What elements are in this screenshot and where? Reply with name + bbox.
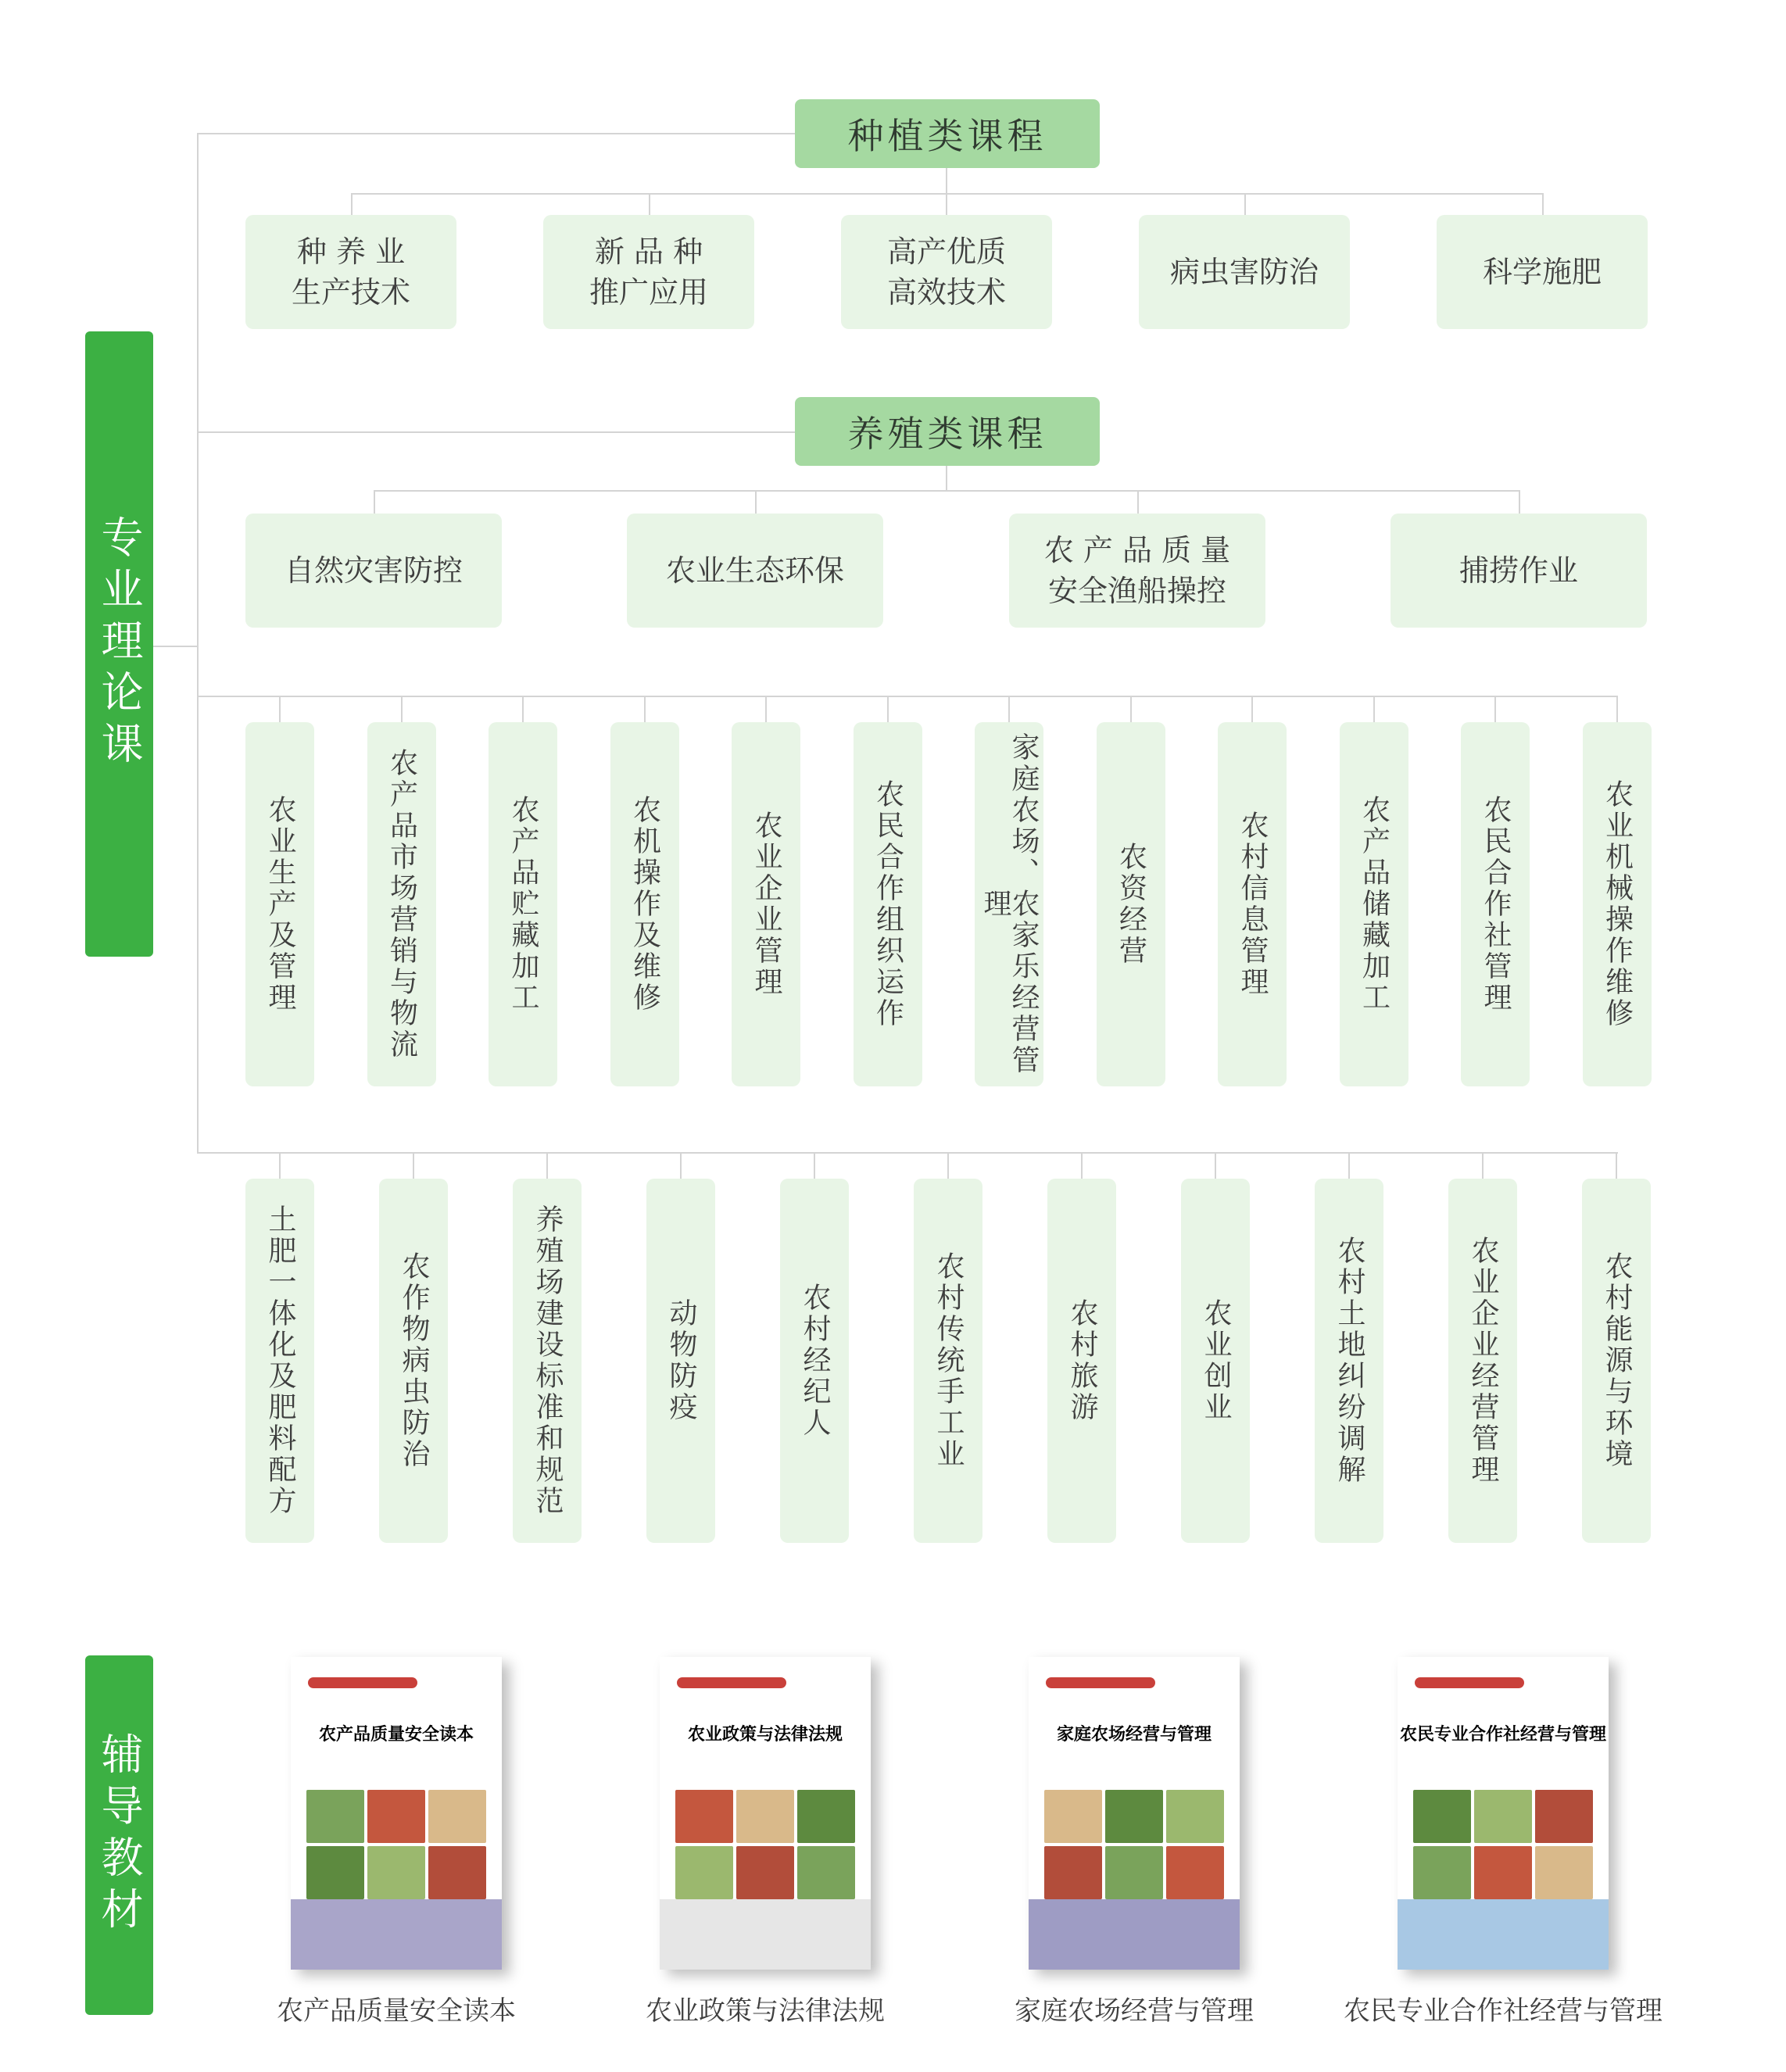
connector-stem (814, 1152, 815, 1179)
connector-planting-bar (351, 193, 1544, 195)
connector-stem (1081, 1152, 1083, 1179)
vertical-course-label: 农村经纪人 (799, 1283, 831, 1439)
vertical-course-label: 农村旅游 (1066, 1298, 1098, 1423)
vertical-course-item (1181, 1179, 1250, 1543)
vertical-course-item (1047, 1179, 1116, 1543)
cover-photo (428, 1790, 486, 1843)
planting-item: 病虫害防治 (1139, 215, 1350, 329)
connector-row2 (197, 1152, 1618, 1154)
cover-photo (736, 1790, 794, 1843)
vertical-course-item (513, 1179, 582, 1543)
vertical-course-item (1461, 722, 1530, 1086)
breeding-section-title: 养殖类课程 (795, 397, 1100, 466)
connector-main (153, 646, 197, 647)
vertical-course-label: 家庭农场、农家乐经营管理 (979, 732, 1040, 1076)
connector-planting-stem (946, 167, 947, 194)
connector-stem (1348, 1152, 1350, 1179)
vertical-course-item (379, 1179, 448, 1543)
book-cover[interactable] (660, 1657, 871, 1970)
cover-bottom-band (1398, 1899, 1609, 1970)
connector-stem (887, 696, 889, 722)
cover-photo (1474, 1790, 1532, 1843)
cover-photos (675, 1790, 855, 1899)
cover-photo (675, 1790, 733, 1843)
planting-item: 科学施肥 (1437, 215, 1648, 329)
vertical-course-item (1448, 1179, 1517, 1543)
vertical-course-item (914, 1179, 982, 1543)
vertical-course-item (975, 722, 1043, 1086)
connector-planting (197, 133, 796, 134)
connector-breeding-drop (755, 490, 757, 514)
vertical-course-item (245, 1179, 314, 1543)
vertical-course-item (732, 722, 800, 1086)
planting-item: 新 品 种 推广应用 (543, 215, 754, 329)
vertical-course-item (367, 722, 436, 1086)
vertical-course-label: 农村信息管理 (1237, 811, 1269, 998)
cover-photo (1166, 1846, 1224, 1899)
connector-breeding-stem (946, 466, 947, 491)
vertical-course-item (1582, 1179, 1651, 1543)
connector-stem (765, 696, 767, 722)
vertical-course-label: 农业企业管理 (750, 811, 782, 998)
book-cover-title: 农产品质量安全读本 (318, 1724, 474, 1745)
vertical-course-label: 农业创业 (1200, 1298, 1232, 1423)
connector-breeding-bar (374, 490, 1519, 492)
connector-planting-drop (1244, 193, 1246, 215)
connector-trunk (197, 133, 199, 1154)
cover-photo (736, 1846, 794, 1899)
vertical-course-label: 农村传统手工业 (932, 1251, 965, 1470)
planting-section-title: 种植类课程 (795, 99, 1100, 168)
cover-photo (428, 1846, 486, 1899)
book-cover[interactable] (1398, 1657, 1609, 1970)
materials-label-text: 辅导教材 (95, 1732, 144, 1938)
cover-bottom-band (291, 1899, 502, 1970)
vertical-course-item (489, 722, 557, 1086)
vertical-course-item (1218, 722, 1287, 1086)
connector-stem (1494, 696, 1496, 722)
cover-photo (797, 1846, 855, 1899)
vertical-course-item (646, 1179, 715, 1543)
vertical-course-label: 农业机械操作维修 (1601, 779, 1634, 1029)
cover-photo (1044, 1846, 1102, 1899)
publisher-logo-icon (1046, 1677, 1155, 1688)
vertical-course-label: 农村土地纠纷调解 (1333, 1236, 1365, 1486)
vertical-course-label: 养殖场建设标准和规范 (532, 1204, 564, 1517)
vertical-course-label: 土肥一体化及肥料配方 (264, 1204, 296, 1517)
connector-stem (1008, 696, 1010, 722)
book-cover-title: 家庭农场经营与管理 (1056, 1724, 1212, 1745)
breeding-item: 农 产 品 质 量 安全渔船操控 (1009, 514, 1265, 628)
connector-stem (401, 696, 403, 722)
connector-breeding-drop (374, 490, 375, 514)
vertical-course-item (1315, 1179, 1383, 1543)
connector-breeding-drop (1519, 490, 1520, 514)
connector-planting-drop (351, 193, 353, 215)
connector-planting-drop (649, 193, 650, 215)
cover-photo (367, 1846, 425, 1899)
vertical-course-label: 农业企业经营管理 (1467, 1236, 1499, 1486)
vertical-course-item (780, 1179, 849, 1543)
cover-photo (1474, 1846, 1532, 1899)
connector-stem (413, 1152, 414, 1179)
vertical-course-label: 农产品储藏加工 (1358, 795, 1391, 1014)
book-caption: 农民专业合作社经营与管理 (1344, 1995, 1663, 2027)
cover-photo (1535, 1790, 1593, 1843)
connector-breeding-drop (1137, 490, 1139, 514)
cover-photo (1535, 1846, 1593, 1899)
cover-photo (1105, 1846, 1163, 1899)
connector-stem (1373, 696, 1375, 722)
breeding-item: 农业生态环保 (627, 514, 883, 628)
publisher-logo-icon (308, 1677, 417, 1688)
vertical-course-label: 农作物病虫防治 (398, 1251, 430, 1470)
connector-stem (279, 1152, 281, 1179)
vertical-course-label: 农资经营 (1115, 842, 1147, 967)
connector-planting-drop (1542, 193, 1544, 215)
vertical-course-label: 农民合作社管理 (1480, 795, 1512, 1014)
cover-photo (306, 1846, 364, 1899)
publisher-logo-icon (677, 1677, 786, 1688)
book-cover[interactable] (1029, 1657, 1240, 1970)
vertical-course-label: 农机操作及维修 (628, 795, 661, 1014)
cover-bottom-band (1029, 1899, 1240, 1970)
book-cover[interactable] (291, 1657, 502, 1970)
vertical-course-item (1583, 722, 1652, 1086)
book-cover-title: 农民专业合作社经营与管理 (1399, 1724, 1606, 1745)
connector-stem (1130, 696, 1132, 722)
materials-label (85, 1655, 153, 2015)
connector-stem (1616, 1152, 1617, 1179)
theory-label-text: 专业理论课 (95, 515, 144, 773)
connector-stem (1251, 696, 1253, 722)
cover-photos (1413, 1790, 1593, 1899)
connector-breeding (197, 431, 796, 433)
breeding-item: 捕捞作业 (1391, 514, 1647, 628)
planting-item: 高产优质 高效技术 (841, 215, 1052, 329)
cover-photo (1166, 1790, 1224, 1843)
book-caption: 家庭农场经营与管理 (1015, 1995, 1254, 2027)
cover-photo (1413, 1790, 1471, 1843)
breeding-item: 自然灾害防控 (245, 514, 502, 628)
cover-photo (1105, 1790, 1163, 1843)
connector-planting-drop (946, 193, 947, 215)
cover-bottom-band (660, 1899, 871, 1970)
vertical-course-item (245, 722, 314, 1086)
vertical-course-label: 农民合作组织运作 (872, 779, 904, 1029)
cover-photos (306, 1790, 486, 1899)
book-caption: 农产品质量安全读本 (277, 1995, 516, 2027)
cover-photo (306, 1790, 364, 1843)
vertical-course-label: 农产品市场营销与物流 (385, 748, 418, 1061)
planting-item: 种 养 业 生产技术 (245, 215, 456, 329)
theory-label (85, 331, 153, 957)
book-cover-title: 农业政策与法律法规 (687, 1724, 843, 1745)
cover-photos (1044, 1790, 1224, 1899)
connector-stem (644, 696, 646, 722)
connector-stem (1616, 696, 1618, 722)
vertical-course-item (1097, 722, 1165, 1086)
vertical-course-label: 动物防疫 (665, 1298, 697, 1423)
connector-row1 (197, 696, 1618, 697)
cover-photo (1413, 1846, 1471, 1899)
vertical-course-label: 农村能源与环境 (1601, 1251, 1633, 1470)
connector-stem (1482, 1152, 1484, 1179)
connector-stem (279, 696, 281, 722)
cover-photo (797, 1790, 855, 1843)
connector-stem (947, 1152, 949, 1179)
connector-stem (546, 1152, 548, 1179)
vertical-course-label: 农业生产及管理 (264, 795, 296, 1014)
cover-photo (1044, 1790, 1102, 1843)
vertical-course-item (1340, 722, 1408, 1086)
connector-stem (1215, 1152, 1216, 1179)
vertical-course-item (610, 722, 679, 1086)
vertical-course-label: 农产品贮藏加工 (507, 795, 539, 1014)
cover-photo (367, 1790, 425, 1843)
publisher-logo-icon (1415, 1677, 1524, 1688)
book-caption: 农业政策与法律法规 (646, 1995, 885, 2027)
connector-stem (522, 696, 524, 722)
connector-stem (680, 1152, 682, 1179)
cover-photo (675, 1846, 733, 1899)
vertical-course-item (854, 722, 922, 1086)
